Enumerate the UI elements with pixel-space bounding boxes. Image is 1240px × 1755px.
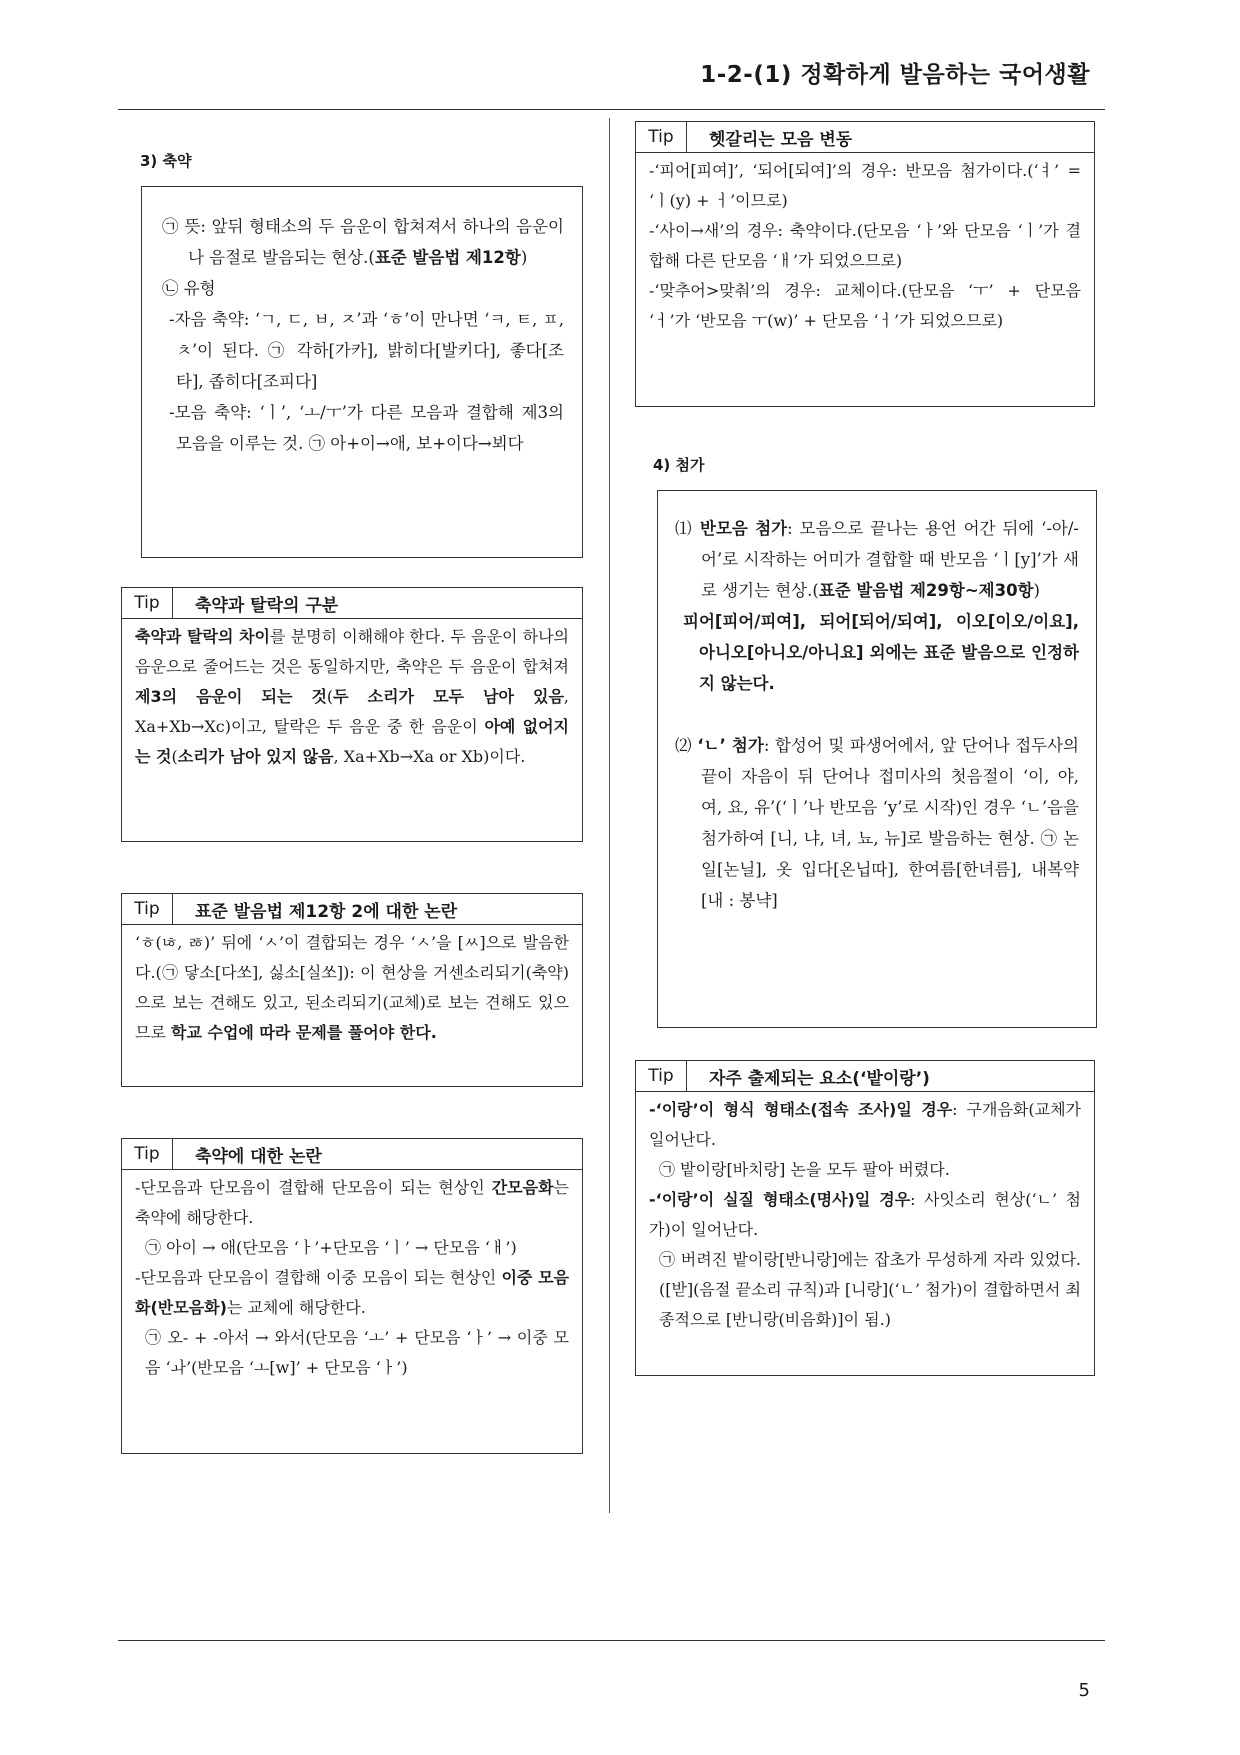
tip-body: -‘피어[피여]’, ‘되어[되여]’의 경우: 반모음 첨가이다.(‘ㅕ’ = ‘ㅣ(y) + ㅓ’이므로) -‘사이→새’의 경우: 축약이다.(단모음 ‘ㅏ’와 단모음 ‘ㅣ’가 결합해 다른 단모음 ‘ㅐ’가 되었으므로) -‘맞추어>맞춰’의 경우: 교체이다.(단모음 ‘ㅜ’ + 단모음 ‘ㅓ’가 ‘반모음 ㅜ(w)’ + 단모음 ‘ㅓ’가 되었으므로) [649, 161, 1081, 330]
page-number: 5 [1078, 1680, 1090, 1701]
tip-title: 헷갈리는 모음 변동 [709, 129, 853, 150]
definition-paragraph: ㉠ 뜻: 앞뒤 형태소의 두 음운이 합쳐져서 하나의 음운이나 음절로 발음되는 현상.(표준 발음법 제12항) [162, 217, 564, 267]
tip-box-standard-12-2 [121, 893, 583, 1087]
tip-box-contraction-debate [121, 1138, 583, 1454]
column-divider [609, 118, 610, 1513]
tip-label: Tip [122, 894, 173, 924]
tip-title: 자주 출제되는 요소(‘밭이랑’) [709, 1068, 930, 1089]
types-heading: ㉡ 유형 [162, 279, 216, 298]
tip-box-vowel-changes [635, 121, 1095, 407]
tip-label: Tip [636, 1061, 687, 1091]
tip-box-frequent-items [635, 1060, 1095, 1376]
tip-header [122, 588, 582, 619]
footer-rule [118, 1640, 1105, 1641]
consonant-contraction: -자음 축약: ‘ㄱ, ㄷ, ㅂ, ㅈ’과 ‘ㅎ’이 만나면 ‘ㅋ, ㅌ, ㅍ, ㅊ’이 된다. ㉠ 각하[가카], 밝히다[발키다], 좋다[조타], 좁히다[조피다] [169, 310, 564, 391]
tip-header [122, 1139, 582, 1170]
section-title-addition: 4) 첨가 [653, 456, 705, 474]
contraction-definition-box [141, 186, 583, 558]
tip-title: 축약에 대한 논란 [195, 1146, 322, 1167]
tip-body: -단모음과 단모음이 결합해 단모음이 되는 현상인 간모음화는 축약에 해당한다. ㉠ 아이 → 애(단모음 ‘ㅏ’+단모음 ‘ㅣ’ → 단모음 ‘ㅐ’) -단모음과 단모음이 결합해 이중 모음이 되는 현상인 이중 모음화(반모음화)는 교체에 해당한다. ㉠ 오- + -아서 → 와서(단모음 ‘ㅗ’ + 단모음 ‘ㅏ’ → 이중 모음 ‘ㅘ’(반모음 ‘ㅗ[w]’ + 단모음 ‘ㅏ’) [135, 1178, 569, 1377]
tip-body: -‘이랑’이 형식 형태소(접속 조사)일 경우: 구개음화(교체가 일어난다. ㉠ 밭이랑[바치랑] 논을 모두 팔아 버렸다. -‘이랑’이 실질 형태소(명사)일 경우: 사잇소리 현상(‘ㄴ’ 첨가)이 일어난다. ㉠ 버려진 밭이랑[반니랑]에는 잡초가 무성하게 자라 있었다.([받](음절 끝소리 규칙)과 [니랑](‘ㄴ’ 첨가)이 결합하면서 최종적으로 [반니랑(비음화)]이 됨.) [649, 1100, 1081, 1329]
header-rule [118, 109, 1105, 110]
tip-label: Tip [122, 588, 173, 618]
addition-definition-box [657, 490, 1097, 1028]
tip-body: 축약과 탈락의 차이를 분명히 이해해야 한다. 두 음운이 하나의 음운으로 줄어드는 것은 동일하지만, 축약은 두 음운이 합쳐져 제3의 음운이 되는 것(두 소리가 모두 남아 있음, Xa+Xb→Xc)이고, 탈락은 두 음운 중 한 음운이 아예 없어지는 것(소리가 남아 있지 않음, Xa+Xb→Xa or Xb)이다. [135, 627, 569, 766]
nieun-addition: ⑵ ‘ㄴ’ 첨가: 합성어 및 파생어에서, 앞 단어나 접두사의 끝이 자음이 뒤 단어나 접미사의 첫음절이 ‘이, 야, 여, 요, 유’(‘ㅣ’나 반모음 ‘y’로 시작)인 경우 ‘ㄴ’음을 첨가하여 [니, 냐, 녀, 뇨, 뉴]로 발음하는 현상. ㉠ 논일[논닐], 옷 입다[온닙따], 한여름[한녀름], 내복약[내 : 봉냑] [675, 736, 1079, 910]
tip-header [636, 1061, 1094, 1092]
semivowel-note: 피어[피어/피여], 되어[되어/되여], 이오[이오/이요], 아니오[아니오/아니요] 외에는 표준 발음으로 인정하지 않는다. [683, 612, 1079, 693]
tip-title: 표준 발음법 제12항 2에 대한 논란 [195, 901, 458, 922]
semivowel-addition: ⑴ 반모음 첨가: 모음으로 끝나는 용언 어간 뒤에 ‘-아/-어’로 시작하는 어미가 결합할 때 반모음 ‘ㅣ[y]’가 새로 생기는 현상.(표준 발음법 제29항~제30항) [675, 519, 1079, 600]
tip-label: Tip [122, 1139, 173, 1169]
vowel-contraction: -모음 축약: ‘ㅣ’, ‘ㅗ/ㅜ’가 다른 모음과 결합해 제3의 모음을 이루는 것. ㉠ 아+이→애, 보+이다→뵈다 [169, 403, 564, 453]
tip-header [636, 122, 1094, 153]
page-title: 1-2-(1) 정확하게 발음하는 국어생활 [700, 62, 1090, 88]
tip-label: Tip [636, 122, 687, 152]
section-title-contraction: 3) 축약 [140, 152, 192, 170]
tip-box-contraction-vs-elision [121, 587, 583, 842]
tip-header [122, 894, 582, 925]
tip-title: 축약과 탈락의 구분 [195, 595, 339, 616]
tip-body: ‘ㅎ(ㄶ, ㅀ)’ 뒤에 ‘ㅅ’이 결합되는 경우 ‘ㅅ’을 [ㅆ]으로 발음한다.(㉠ 닿소[다쏘], 싫소[실쏘]): 이 현상을 거센소리되기(축약)으로 보는 견해도 있고, 된소리되기(교체)로 보는 견해도 있으므로 학교 수업에 따라 문제를 풀어야 한다. [135, 933, 569, 1042]
